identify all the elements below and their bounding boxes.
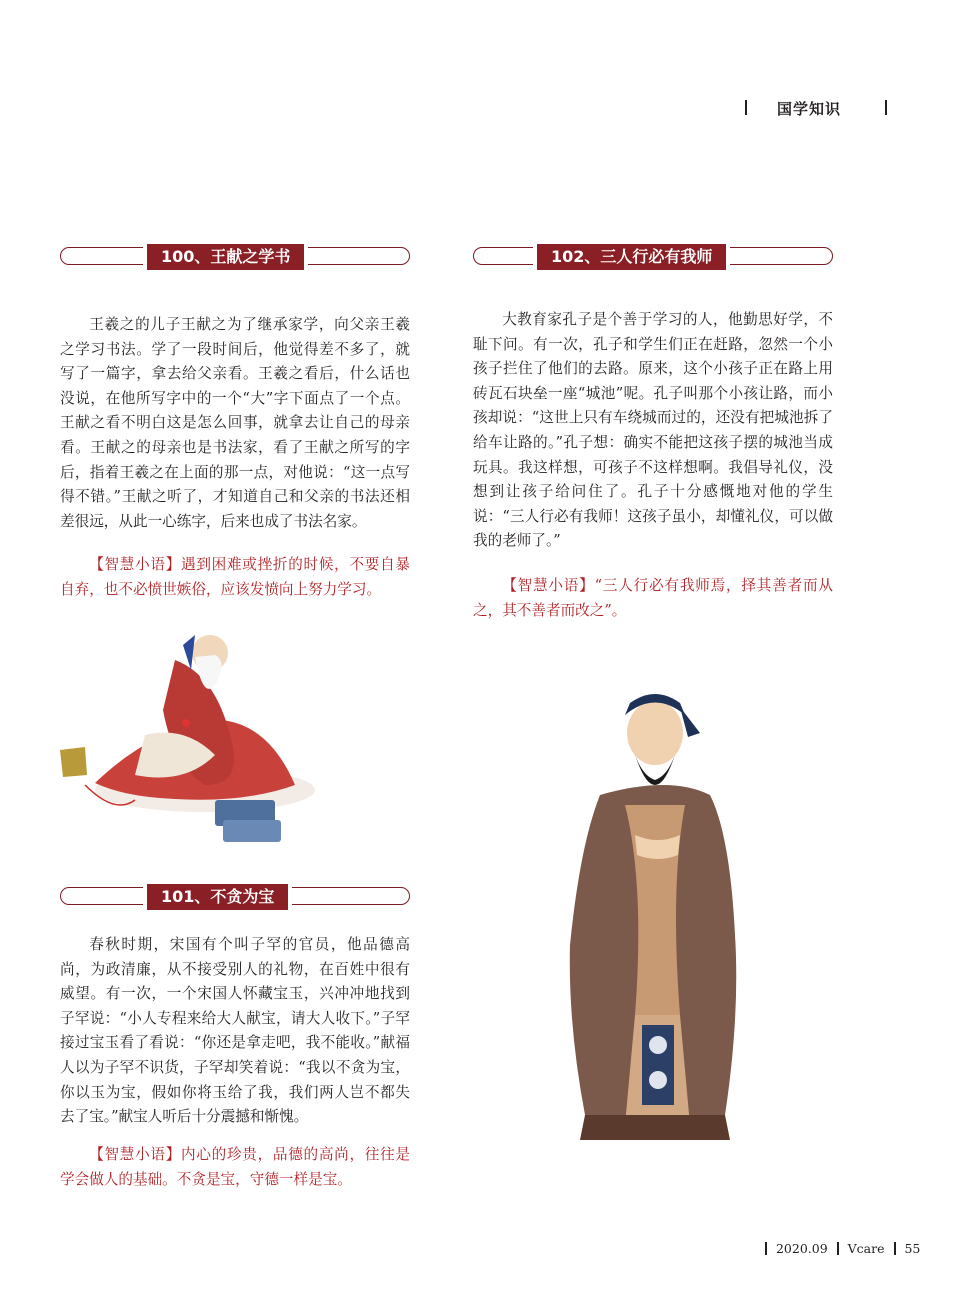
- section-heading-101: [60, 884, 410, 908]
- footer-divider: [894, 1242, 896, 1255]
- footer-divider: [837, 1242, 839, 1255]
- section-body-100: 王羲之的儿子王献之为了继承家学，向父亲王羲之学习书法。学了一段时间后，他觉得差不多了，就写了一篇字，拿去给父亲看。王羲之看后，什么话也没说，在他所写字中的一个“大”字下面点了一个点。王献之看不明白这是怎么回事，就拿去让自己的母亲看。王献之的母亲也是书法家，看了王献之所写的字后，指着王羲之在上面的那一点，对他说：“这一点写得不错。”王献之听了，才知道自己和父亲的书法还相差很远，从此一心练字，后来也成了书法名家。: [60, 316, 410, 530]
- footer-page-number: 55: [904, 1241, 921, 1256]
- section-body-102: 大教育家孔子是个善于学习的人，他勤思好学，不耻下问。有一次，孔子和学生们正在赶路，忽然一个小孩子拦住了他们的去路。原来，这个小孩子正在路上用砖瓦石块垒一座“城池”呢。孔子叫那个小孩让路，而小孩却说：“这世上只有车绕城而过的，还没有把城池拆了给车让路的。”孔子想：确实不能把这孩子摆的城池当成玩具。我这样想，可孩子不这样想啊。我倡导礼仪，没想到让孩子给问住了。孔子十分感慨地对他的学生说：“三人行必有我师！这孩子虽小，却懂礼仪，可以做我的老师了。”: [473, 311, 833, 550]
- section-tip-101: 【智慧小语】内心的珍贵，品德的高尚，往往是学会做人的基础。不贪是宝，守德一样是宝。: [60, 1146, 410, 1188]
- heading-label: 102、三人行必有我师: [533, 244, 730, 270]
- heading-label: 100、王献之学书: [143, 244, 308, 270]
- section-tip-102: 【智慧小语】“三人行必有我师焉，择其善者而从之，其不善者而改之”。: [473, 577, 833, 619]
- footer-magazine: Vcare: [847, 1241, 885, 1256]
- sage-illustration: [55, 615, 315, 870]
- section-body-101: 春秋时期，宋国有个叫子罕的官员，他品德高尚，为政清廉，从不接受别人的礼物，在百姓中很有威望。有一次，一个宋国人怀藏宝玉，兴冲冲地找到子罕说：“小人专程来给大人献宝，请大人收下。”子罕接过宝玉看了看说：“你还是拿走吧，我不能收。”献福人以为子罕不识货，子罕却笑着说：“我以不贪为宝，你以玉为宝，假如你将玉给了我，我们两人岂不都失去了宝。”献宝人听后十分震撼和惭愧。: [60, 936, 410, 1126]
- heading-label: 101、不贪为宝: [143, 884, 292, 910]
- footer-divider: [765, 1242, 767, 1255]
- confucius-illustration: [540, 685, 770, 1155]
- page-footer: [760, 1240, 920, 1258]
- page-header: [745, 98, 895, 118]
- section-heading-102: [473, 244, 833, 268]
- section-tip-100: 【智慧小语】遇到困难或挫折的时候，不要自暴自弃，也不必愤世嫉俗，应该发愤向上努力学习。: [60, 556, 410, 598]
- footer-issue: 2020.09: [775, 1241, 828, 1256]
- section-heading-100: [60, 244, 410, 268]
- header-section-title: 国学知识: [777, 100, 842, 118]
- header-divider: [885, 100, 887, 115]
- header-divider: [745, 100, 747, 115]
